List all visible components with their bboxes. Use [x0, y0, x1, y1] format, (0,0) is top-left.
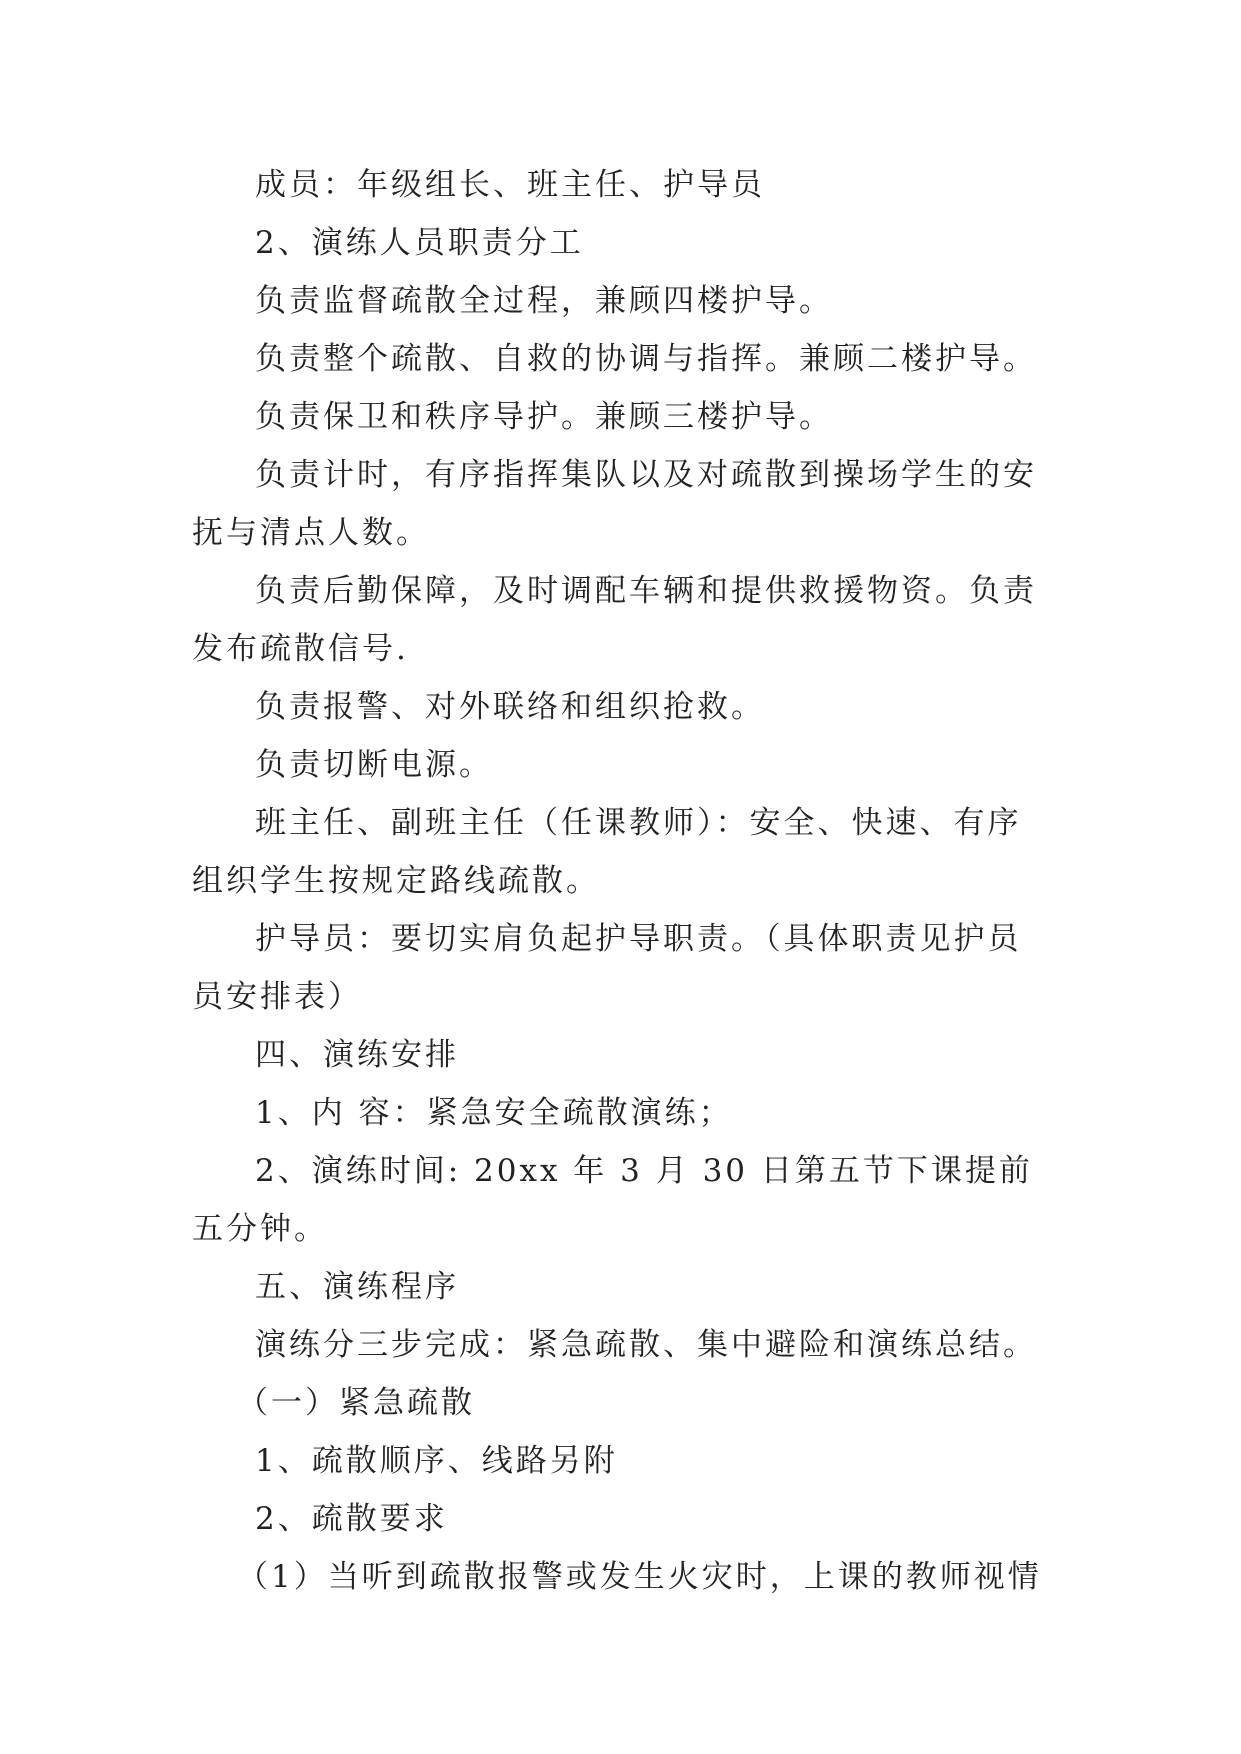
paragraph-three-steps: 演练分三步完成：紧急疏散、集中避险和演练总结。 [255, 1327, 1037, 1363]
paragraph-requirement-1: （1）当听到疏散报警或发生火灾时，上课的教师视情 [237, 1559, 1042, 1595]
paragraph-coordinate: 负责整个疏散、自救的协调与指挥。兼顾二楼护导。 [255, 341, 1037, 377]
paragraph-members: 成员：年级组长、班主任、护导员 [255, 167, 765, 203]
paragraph-content: 1、内 容：紧急安全疏散演练； [255, 1095, 733, 1131]
paragraph-class-teachers: 班主任、副班主任（任课教师）：安全、快速、有序组织学生按规定路线疏散。 [192, 805, 1022, 899]
paragraph-logistics: 负责后勤保障，及时调配车辆和提供救援物资。负责发布疏散信号. [192, 573, 1037, 667]
paragraph-security: 负责保卫和秩序导护。兼顾三楼护导。 [255, 399, 833, 435]
paragraph-duty-division: 2、演练人员职责分工 [255, 225, 584, 261]
heading-drill-arrangement: 四、演练安排 [255, 1037, 459, 1073]
paragraph-power: 负责切断电源。 [255, 747, 493, 783]
paragraph-drill-time: 2、演练时间: 20xx 年 3 月 30 日第五节下课提前五分钟。 [192, 1153, 1033, 1247]
heading-emergency-evacuation: （一）紧急疏散 [237, 1385, 475, 1421]
paragraph-timing: 负责计时，有序指挥集队以及对疏散到操场学生的安抚与清点人数。 [192, 457, 1037, 551]
paragraph-alarm: 负责报警、对外联络和组织抢救。 [255, 689, 765, 725]
document-body [192, 156, 1054, 1606]
paragraph-supervise: 负责监督疏散全过程，兼顾四楼护导。 [255, 283, 833, 319]
heading-drill-procedure: 五、演练程序 [255, 1269, 459, 1305]
paragraph-guides: 护导员：要切实肩负起护导职责。（具体职责见护员员安排表） [192, 921, 1022, 1015]
paragraph-evacuation-requirements: 2、疏散要求 [255, 1501, 448, 1537]
paragraph-evacuation-order: 1、疏散顺序、线路另附 [255, 1443, 618, 1479]
